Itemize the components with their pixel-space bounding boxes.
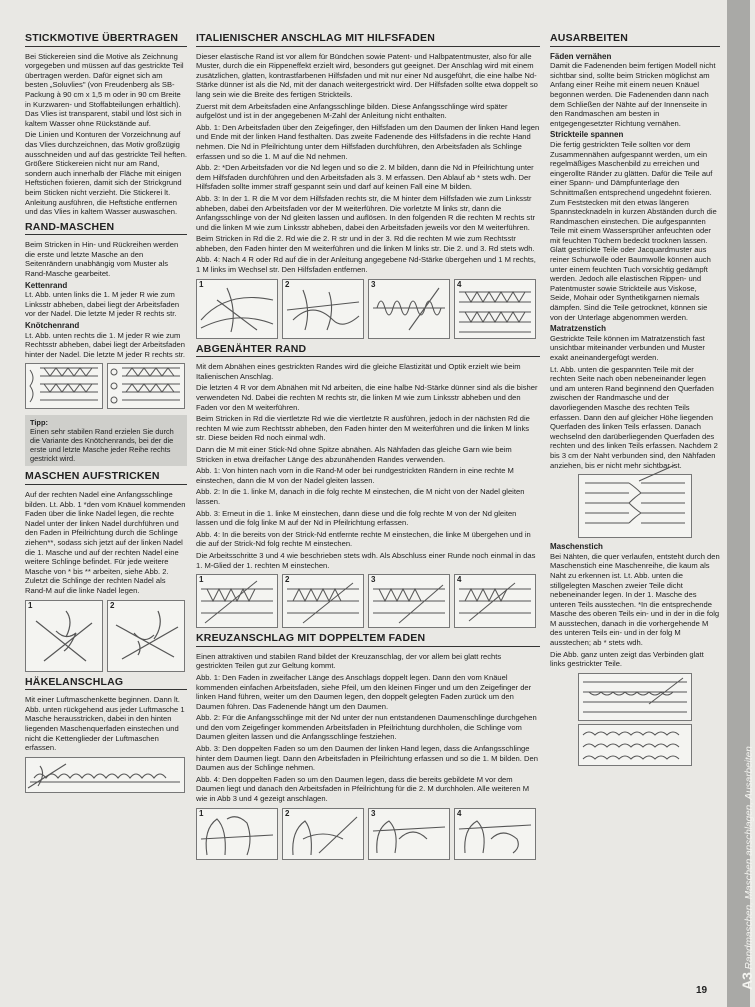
italienisch-abb-4: Abb. 4: Nach 4 R oder Rd auf die in der Anleitung angegebene Nd-Stärke übergehen und 1 M rechts, 1 M links im Wechsel str. Den Hilfsfaden entfernen. bbox=[196, 255, 536, 275]
kreuzanschlag-abb-3: Abb. 3: Den doppelten Faden so um den Daumen der linken Hand legen, dass die Anfangsschlinge hinter dem Daumen liegt. Dann den Arbeitsfaden in Pfeilrichtung erfassen und so die 1. M bilden. Den Daumen aus der Schlinge nehmen. bbox=[196, 744, 538, 773]
kettenrand-text: Lt. Abb. unten links die 1. M jeder R wie zum Linksstr abheben, dabei liegt der Arbeitsfaden vor der Nadel. Die letzte M jeder R rechts str. bbox=[25, 290, 180, 319]
figure-number: 3 bbox=[371, 575, 376, 585]
sidebar-text: Randmaschen, Maschen anschlagen, Ausarbeiten bbox=[744, 746, 755, 970]
abgenaeht-text: Mit dem Abnähen eines gestrickten Randes wird die gleiche Elastizität und Optik erzielt wie beim Italienischen Anschlag. bbox=[196, 362, 521, 381]
column-left bbox=[25, 34, 187, 799]
kreuzanschlag-figure-4 bbox=[454, 808, 536, 860]
kettenrand-illustration bbox=[25, 363, 103, 409]
faeden-vernaehen-text: Damit die Fadenenden beim fertigen Modell nicht sichtbar sind, sollte beim Stricken möglichst am Anfang einer Reihe mit einem neuen Knäuel begonnen werden. Die Fadenenden dann nach dem Schließen der Nähte auf der Innenseite in den Randmaschen am besten in entgegengesetzter Richtung vernähen. bbox=[550, 61, 716, 128]
figure-number: 1 bbox=[199, 808, 204, 818]
maschenstich-text: Bei Nähten, die quer verlaufen, entsteht durch den Maschenstich eine Maschenreihe, die kaum als Naht zu erkennen ist. Lt. Abb. unten die stillgelegten Maschen zweier Teile dicht nebeneinander legen. In der 1. Masche des unteren Teils ausstechen. *In die entsprechende Masche des oberen Teils ein- und in der in die folg M ausstechen, danach in die vorhergehende M des unteren Teils ein- und in der folg M ausstechen; ab * stets wdh. bbox=[550, 551, 720, 648]
maschenstich-links-illustration bbox=[578, 724, 692, 766]
page-number: 19 bbox=[696, 985, 708, 996]
maschenstich-text-2: Die Abb. ganz unten zeigt das Verbinden glatt links gestrickter Teile. bbox=[550, 649, 704, 669]
aufstricken-figures bbox=[25, 600, 187, 672]
tip-box bbox=[25, 415, 187, 466]
section-italienisch bbox=[196, 34, 540, 339]
randmaschen-text: Beim Stricken in Hin- und Rückreihen werden die erste und letzte Masche an den Seitenrändern unabhängig vom Muster als Rand-Masche gearbeitet. bbox=[25, 240, 179, 279]
randmaschen-figures bbox=[25, 363, 187, 409]
abgenaeht-abb-2: Abb. 2: In die 1. linke M, danach in die folg rechte M einstechen, die M nicht von der Nadel gleiten lassen. bbox=[196, 487, 525, 506]
heading-randmaschen: RAND-MASCHEN bbox=[25, 223, 187, 236]
section-stickmotive bbox=[25, 34, 187, 217]
abgenaeht-figure-1 bbox=[196, 574, 278, 628]
figure-number: 1 bbox=[28, 600, 33, 610]
abgenaeht-abb-3: Abb. 3: Erneut in die 1. linke M einstechen, dann diese und die folg rechte M von der Nd gleiten lassen und die folg linke M auf der Nd in Pfeilrichtung erfassen. bbox=[196, 508, 517, 528]
abgenaeht-text-3: Beim Stricken in Rd die viertletzte Rd wie die viertletzte R ausführen, jedoch in der nächsten Rd die rechten M wie zum Rechtsstr abheben, den Faden hinter den M weiterführen und die linken M links str. Diese beiden Rd noch einmal wdh. bbox=[196, 414, 530, 443]
figure-number: 2 bbox=[285, 808, 290, 818]
tip-title: Tipp: bbox=[30, 418, 48, 428]
heading-kettenrand: Kettenrand bbox=[25, 280, 68, 290]
section-haekelanschlag bbox=[25, 675, 187, 793]
section-ausarbeiten bbox=[550, 34, 720, 766]
heading-ausarbeiten: AUSARBEITEN bbox=[550, 34, 720, 47]
chapter-sidebar bbox=[727, 0, 755, 1007]
abgenaeht-figure-3 bbox=[368, 574, 450, 628]
figure-number: 4 bbox=[457, 575, 462, 585]
italienisch-abb-3: Abb. 3: In der 1. R die M vor dem Hilfsfaden rechts str, die M hinter dem Hilfsfaden wie zum Linksstr abheben, dabei den Arbeitsfaden vor der M weiterführen. Die vorletzte M links str, dann die Anfangsschlinge von der Nd gleiten lassen und auflösen. In den folgenden R die rechten M rechts str und die linken M wie zum Linksstr abheben, dabei den Arbeitsfaden jeweils vor den M weiterführen. bbox=[196, 193, 535, 232]
matratzenstich-text-2: Lt. Abb. unten die gespannten Teile mit der rechten Seite nach oben nebeneinander legen und am unteren Rand beginnend den Querfaden zwischen der Randmasche und der davorliegenden Masche des rechten Teils erfassen. Dann den auf gleicher Höhe liegenden Querfaden des linken Teils erfassen. Danach wechselnd den darüberliegenden Querfaden des rechten und des linken Teils erfassen. Nachdem 2 bis 3 cm der Naht verbunden sind, den Nähfaden anziehen, bis er nicht mehr sichtbar ist. bbox=[550, 364, 718, 470]
figure-number: 3 bbox=[371, 279, 376, 289]
heading-kreuzanschlag: KREUZANSCHLAG MIT DOPPELTEM FADEN bbox=[196, 634, 540, 647]
column-right bbox=[550, 34, 720, 772]
figure-number: 4 bbox=[457, 279, 462, 289]
italienisch-abb-1: Abb. 1: Den Arbeitsfaden über den Zeigefinger, den Hilfsfaden um den Daumen der linken Hand legen und Ende mit der linken Hand festhalten. Das zweite Fadenende des Hilfsfadens in die rechte Hand nehmen. Die Nd in Pfeilrichtung unter dem Hilfsfaden durchführen, den Arbeitsfaden als Schlinge erfassen und so die 1. M auf die Nd nehmen. bbox=[196, 122, 540, 161]
heading-faeden-vernaehen: Fäden vernähen bbox=[550, 51, 612, 61]
kreuzanschlag-figure-2 bbox=[282, 808, 364, 860]
maschenstich-illustration bbox=[578, 673, 692, 721]
section-aufstricken bbox=[25, 472, 187, 671]
heading-aufstricken: MASCHEN AUFSTRICKEN bbox=[25, 472, 187, 485]
haekelanschlag-illustration bbox=[25, 757, 185, 793]
italienisch-abb-2: Abb. 2: *Den Arbeitsfaden vor die Nd legen und so die 2. M bilden, dann die Nd in Pfeilrichtung unter dem Hilfsfaden durchführen und den Arbeitsfaden als 3. M erfassen. Den Ablauf ab * stets wdh. Der Hilfsfaden sollte immer straff gespannt sein und darf auf keinen Fall eine M bilden. bbox=[196, 163, 534, 192]
knoetchenrand-text: Lt. Abb. unten rechts die 1. M jeder R wie zum Rechtsstr abheben, dabei liegt der Arbeitsfaden hinter der Nadel. Die letzte M jeder R rechts str. bbox=[25, 330, 185, 359]
abgenaeht-figure-4 bbox=[454, 574, 536, 628]
section-randmaschen bbox=[25, 220, 187, 467]
italienisch-text: Dieser elastische Rand ist vor allem für Bündchen sowie Patent- und Halbpatentmuster, also für alle Muster, durch die ein Rippeneffekt erzielt wird, besonders gut geeignet. Der Anschlag wird mit einem zusätzlichen, glatten, kontrastfarbenen Hilfsfaden und mit nur einer Nd ausgeführt, die eine halbe Nd-Stärke dünner ist als die Nd, mit der danach weitergestrickt wird. Der Hilfsfaden sollte etwa doppelt so lang sein wie die Breite des fertigen Strickteils. bbox=[196, 51, 538, 99]
kreuzanschlag-figure-1 bbox=[196, 808, 278, 860]
italienisch-figures bbox=[196, 279, 540, 339]
kreuzanschlag-text: Einen attraktiven und stabilen Rand bildet der Kreuzanschlag, der vor allem bei glatt rechts gestrickten Teilen gut zur Geltung kommt. bbox=[196, 651, 502, 671]
abgenaeht-abb-1: Abb. 1: Von hinten nach vorn in die Rand-M oder bei rundgestrickten Rändern in eine rechte M einstechen, dann die M von der Nadel gleiten lassen. bbox=[196, 466, 514, 485]
italienisch-figure-2 bbox=[282, 279, 364, 339]
figure-number: 1 bbox=[199, 575, 204, 585]
abgenaeht-text-2: Die letzten 4 R vor dem Abnähen mit Nd arbeiten, die eine halbe Nd-Stärke dünner sind als die bisher verwendeten Nd. Dabei die rechten M rechts str, die linken M wie zum Linksstr abheben und den Faden vor den M weiterführen. bbox=[196, 383, 538, 412]
heading-matratzenstich: Matratzenstich bbox=[550, 324, 607, 334]
italienisch-figure-3 bbox=[368, 279, 450, 339]
strickteile-spannen-text: Die fertig gestrickten Teile sollten vor dem Zusammennähen aufgespannt werden, um ein regelmäßiges Maschenbild zu erreichen und eingerollte Ränder zu glätten. Dafür die Teile auf einer Spann- und Dämpfunterlage den Schnittmaßen entsprechend ungedehnt fixieren. Zum Feststecken mit den etwas längeren Spannstecknadeln in kurzen Abständen durch die Randmaschen einstechen. Die aufgespannten Teile mit einem Wassersprüher anfeuchten oder mit feuchten Tüchern bedeckt trocknen lassen. Glatt gestrickte Teile oder Jacquardmuster aus reiner Schurwolle oder Baumwolle können auch unter einem feuchten Tuch vorsichtig gedämpft werden. Jedoch alle elastischen Rippen- und Patentmuster sowie Strickteile aus Viskose, Seide, Mohair oder Synthetikgarnen niemals dämpfen. Sind die Teile getrocknet, können sie von der Unterlage abgenommen werden. bbox=[550, 139, 717, 322]
italienisch-figure-1 bbox=[196, 279, 278, 339]
heading-italienisch: ITALIENISCHER ANSCHLAG MIT HILFSFADEN bbox=[196, 34, 540, 47]
heading-stickmotive: STICKMOTIVE ÜBERTRAGEN bbox=[25, 34, 187, 47]
sidebar-badge: A3 bbox=[739, 972, 755, 990]
section-abgenaeht bbox=[196, 342, 540, 628]
column-middle bbox=[196, 34, 540, 866]
stickmotive-text-2: Die Linien und Konturen der Vorzeichnung auf das Vlies durchzeichnen, das Motiv großzügig ausschneiden und auf das gestrickte Teil heften. Größere Stickereien nicht nur am Rand, sondern auch innerhalb der Fläche mit einigen Heftstichen fixieren, damit sich der Strickgrund beim Sticken nicht verzieht. Die Stickerei lt. Anleitung ausführen, die Heftstiche entfernen und das Vlies in kaltem Wasser auswaschen. bbox=[25, 130, 187, 217]
abgenaeht-figures bbox=[196, 574, 540, 628]
matratzenstich-illustration bbox=[578, 474, 692, 538]
kreuzanschlag-figure-3 bbox=[368, 808, 450, 860]
italienisch-figure-4 bbox=[454, 279, 536, 339]
haekelanschlag-text: Mit einer Luftmaschenkette beginnen. Dann lt. Abb. unten rückgehend aus jeder Luftmasche 1 Masche herausstricken, dabei in den hinten liegenden Maschenquerfaden einstechen und nicht die Kettenglieder der Luftmaschen erfassen. bbox=[25, 695, 185, 753]
matratzenstich-text: Gestrickte Teile können im Matratzenstich fast unsichtbar miteinander verbunden und Muster exakt aneinandergefügt werden. bbox=[550, 333, 705, 362]
heading-maschenstich: Maschenstich bbox=[550, 542, 603, 552]
sidebar-label bbox=[739, 746, 755, 990]
kreuzanschlag-abb-1: Abb. 1: Den Faden in zweifacher Länge des Anschlags doppelt legen. Dann den vom Knäuel kommenden einfachen Arbeitsfaden, siehe Pfeil, um den kleinen Finger und um den Zeigefinger der linken Hand führen, weiter um den Daumen legen, den doppelt gelegten Faden zurück um den Daumen führen. Das Fadenende hängt um den Daumen. bbox=[196, 672, 532, 711]
abgenaeht-figure-2 bbox=[282, 574, 364, 628]
heading-knoetchenrand: Knötchenrand bbox=[25, 321, 80, 331]
figure-number: 1 bbox=[199, 279, 204, 289]
kreuzanschlag-abb-4: Abb. 4: Den doppelten Faden so um den Daumen legen, dass die bereits gebildete M vor dem Daumen liegt und danach den Arbeitsfaden in Pfeilrichtung für die 2. M durchholen. Alle weiteren M wie in Abb 3 und 4 gezeigt anschlagen. bbox=[196, 774, 530, 804]
heading-strickteile-spannen: Strickteile spannen bbox=[550, 130, 624, 140]
aufstricken-figure-1 bbox=[25, 600, 103, 672]
abgenaeht-text-4: Dann die M mit einer Stick-Nd ohne Spitze abnähen. Als Nähfaden das gleiche Garn wie beim Stricken in etwa dreifacher Länge des abzunähenden Randes verwenden. bbox=[196, 445, 512, 464]
figure-number: 2 bbox=[110, 600, 115, 610]
figure-number: 2 bbox=[285, 279, 290, 289]
heading-abgenaeht: ABGENÄHTER RAND bbox=[196, 345, 540, 358]
aufstricken-text: Auf der rechten Nadel eine Anfangsschlinge bilden. Lt. Abb. 1 *den vom Knäuel kommenden Faden über die linke Nadel legen, die rechte Nadel unter der linken Nadel durchführen und den Faden in Pfeilrichtung durch die Schlinge ziehen**, sodass sich jetzt auf der linken Nadel die 1. Masche und auf der rechten Nadel eine weitere Schlinge befindet. Für jede weitere Masche von * bis ** arbeiten, siehe Abb. 2. Zuletzt die Schlinge der rechten Nadel als Rand-M auf die linke Nadel legen. bbox=[25, 490, 186, 595]
abgenaeht-abb-4: Abb. 4: In die bereits von der Strick-Nd entfernte rechte M einstechen, die linke M übergehen und in die auf der Strick-Nd folg rechte M einstechen. bbox=[196, 529, 531, 549]
figure-number: 4 bbox=[457, 808, 462, 818]
kreuzanschlag-abb-2: Abb. 2: Für die Anfangsschlinge mit der Nd unter der nun entstandenen Daumenschlinge durchgehen und den vom Zeigefinger kommenden Arbeitsfaden in Pfeilrichtung durchholen, die Schlinge vom Daumen gleiten lassen und die Anfangsschlinge festziehen. bbox=[196, 713, 537, 742]
knoetchenrand-illustration bbox=[107, 363, 185, 409]
section-kreuzanschlag bbox=[196, 634, 540, 860]
kreuzanschlag-figures bbox=[196, 808, 540, 860]
italienisch-text-2: Zuerst mit dem Arbeitsfaden eine Anfangsschlinge bilden. Diese Anfangsschlinge wird später aufgelöst und ist in der angegebenen M-Zahl der Anleitung nicht enthalten. bbox=[196, 101, 508, 121]
italienisch-abb-3b: Beim Stricken in Rd die 2. Rd wie die 2. R str und in der 3. Rd die rechten M wie zum Rechtsstr abheben, den Faden hinter den M weiterführen und die linken M links str. Die 2. und 3. Rd stets wdh. bbox=[196, 234, 535, 253]
figure-number: 2 bbox=[285, 575, 290, 585]
abgenaeht-text-5: Die Arbeitsschritte 3 und 4 wie beschrieben stets wdh. Als Abschluss einer Runde noch einmal in das 1. M-Glied der 1. rechten M einstechen. bbox=[196, 550, 536, 570]
stickmotive-text: Bei Stickereien sind die Motive als Zeichnung vorgegeben und müssen auf das gestrickte Teil übertragen werden. Dafür eignet sich am besten „Soluvlies" (von Freudenberg als SB-Packung à 90 cm x 1,5 m oder in 90 cm Breite in Kurzwaren- und Stoffabteilungen erhältlich). Das Vlies ist transparent, stabil und löst sich in kaltem Wasser ohne Rückstände auf. bbox=[25, 51, 184, 128]
heading-haekelanschlag: HÄKELANSCHLAG bbox=[25, 678, 187, 691]
aufstricken-figure-2 bbox=[107, 600, 185, 672]
figure-number: 3 bbox=[371, 808, 376, 818]
tip-text: Einen sehr stabilen Rand erzielen Sie durch die Variante des Knötchenrands, bei der die erste und letzte Masche jeder Reihe rechts gestrickt wird. bbox=[30, 427, 174, 464]
